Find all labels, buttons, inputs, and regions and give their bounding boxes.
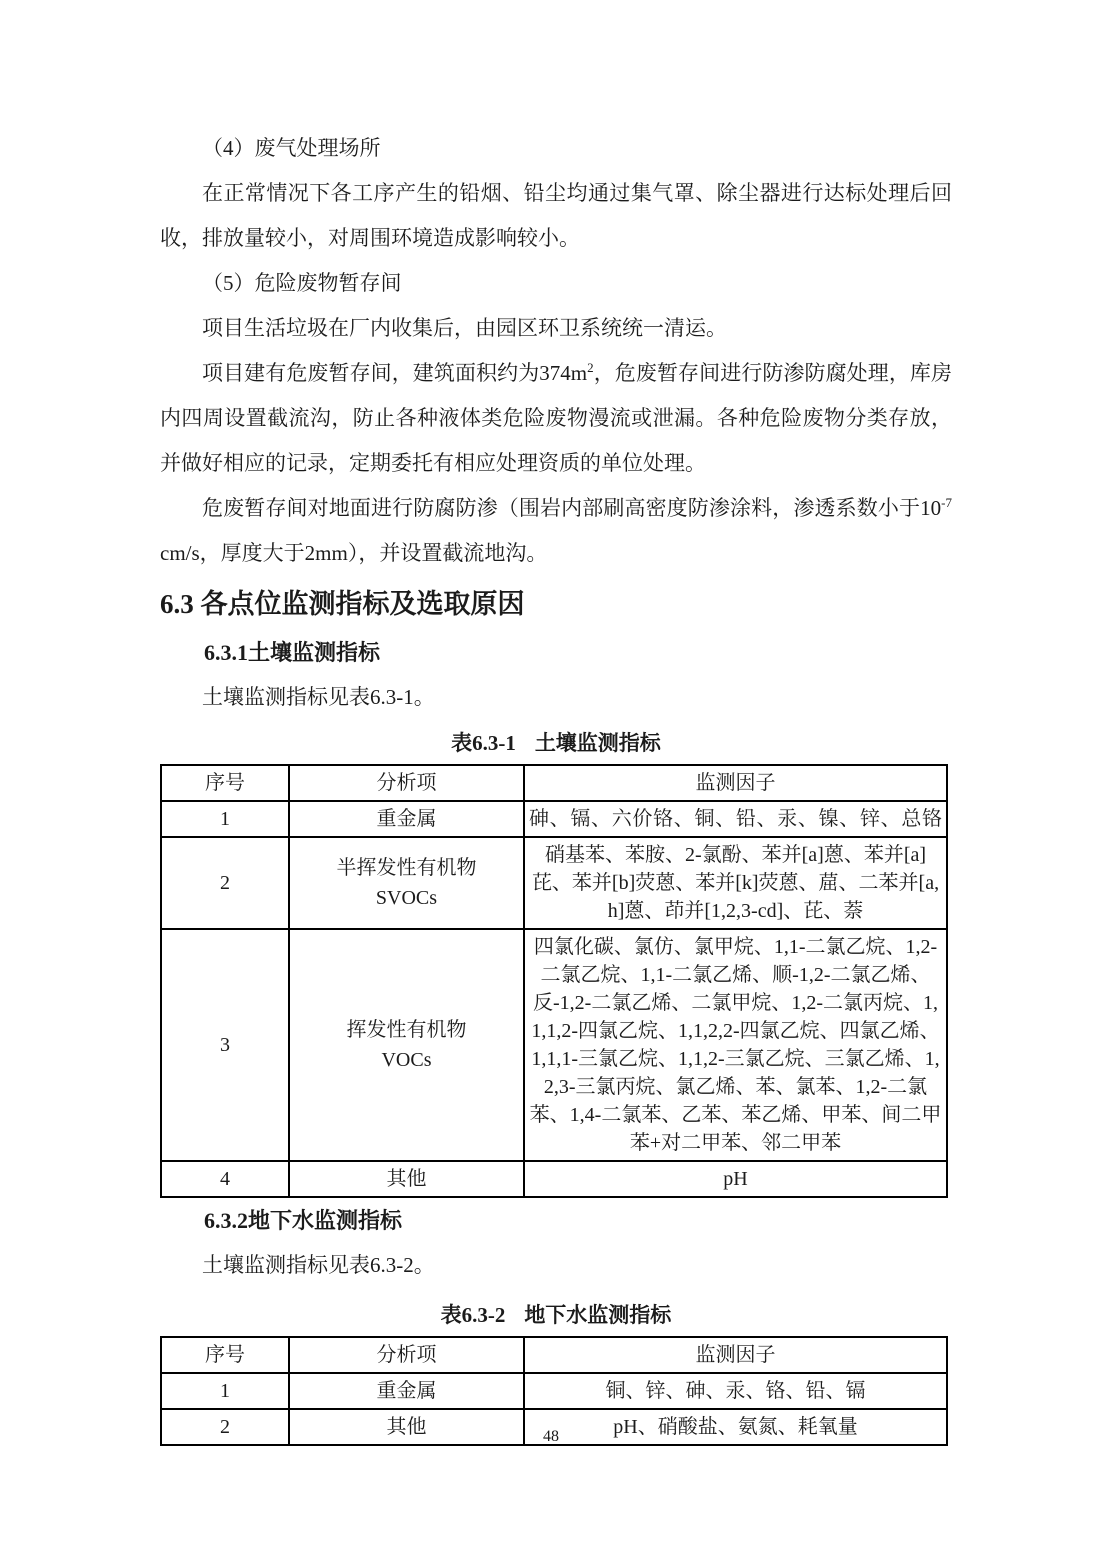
item-abbr-line: SVOCs [375,887,438,909]
paragraph-seepage [160,486,952,576]
table-cell-no: 2 [161,1409,289,1445]
table-cell-item [289,837,524,929]
table-header-cell-no: 序号 [161,765,289,801]
table-cell-item [289,929,524,1161]
table-cell-factors: pH [524,1161,947,1197]
paragraph-groundwater-intro: 土壤监测指标见表6.3-2。 [202,1253,435,1277]
table-row [161,837,947,929]
table-caption-soil [160,726,952,760]
table-header-row [161,765,947,801]
table-row [161,1373,947,1409]
table-cell-item: 其他 [289,1161,524,1197]
table-cell-no: 2 [161,837,289,929]
table-cell-no: 1 [161,1373,289,1409]
table-cell-factors: 砷、镉、六价铬、铜、铅、汞、镍、锌、总铬 [524,801,947,837]
table-header-cell-no: 序号 [161,1337,289,1373]
paragraph-waste-gas-title: （4）废气处理场所 [202,136,381,160]
table-cell-no: 4 [161,1161,289,1197]
table-caption-soil-title: 土壤监测指标 [534,731,661,755]
table-header-cell-item: 分析项 [289,1337,524,1373]
table-row [161,929,947,1161]
hazwaste-room-text-2: ，危废暂存间进行防渗防腐处理，库房内四周设置截流沟，防止各种液体类危险废物漫流或泄漏。各种危险废物分类存放，并做好相应的记录，定期委托有相应处理资质的单位处理。 [160,361,952,475]
seepage-text-1: 危废暂存间对地面进行防腐防渗（围岩内部刷高密度防渗涂料，渗透系数小于10 [202,496,942,520]
table-caption-soil-label: 表6.3-1 [451,731,516,755]
table-row [161,801,947,837]
section-heading-6-3-1: 6.3.1土壤监测指标 [204,640,381,665]
section-heading-6-3-2: 6.3.2地下水监测指标 [204,1208,403,1233]
item-abbr-line: VOCs [381,1049,432,1071]
seepage-text-2: cm/s，厚度大于2mm），并设置截流地沟。 [160,541,548,565]
paragraph-domestic-waste: 项目生活垃圾在厂内收集后，由园区环卫系统统一清运。 [202,316,727,340]
paragraph-soil-intro: 土壤监测指标见表6.3-1。 [202,685,435,709]
soil-indicators-table [160,764,948,1198]
table-caption-groundwater-label: 表6.3-2 [440,1303,506,1327]
paragraph-hazardous-waste-title: （5）危险废物暂存间 [202,271,402,295]
table-cell-no: 3 [161,929,289,1161]
page-content [160,126,952,1446]
table-row [161,1161,947,1197]
table-cell-factors: 铜、锌、砷、汞、铬、铅、镉 [524,1373,947,1409]
superscript-permeability: -7 [941,495,952,510]
table-header-cell-item: 分析项 [289,765,524,801]
paragraph-waste-gas-body: 在正常情况下各工序产生的铅烟、铅尘均通过集气罩、除尘器进行达标处理后回收，排放量较小，对周围环境造成影响较小。 [160,181,952,250]
table-cell-item: 其他 [289,1409,524,1445]
table-cell-item: 重金属 [289,801,524,837]
table-cell-no: 1 [161,801,289,837]
table-caption-groundwater [160,1298,952,1332]
section-heading-6-3: 6.3 各点位监测指标及选取原因 [160,589,525,619]
item-name-line: 半挥发性有机物 [336,857,477,879]
page-number: 48 [543,1428,559,1445]
table-header-cell-factors: 监测因子 [524,1337,947,1373]
table-header-cell-factors: 监测因子 [524,765,947,801]
table-cell-factors: 硝基苯、苯胺、2-氯酚、苯并[a]蒽、苯并[a]芘、苯并[b]荧蒽、苯并[k]荧蒽、䓛、二苯并[a,h]蒽、茚并[1,2,3-cd]、芘、萘 [524,837,947,929]
item-name-line: 挥发性有机物 [346,1019,467,1041]
table-cell-factors: 四氯化碳、氯仿、氯甲烷、1,1-二氯乙烷、1,2-二氯乙烷、1,1-二氯乙烯、顺-1,2-二氯乙烯、反-1,2-二氯乙烯、二氯甲烷、1,2-二氯丙烷、1,1,1,2-四氯乙烷、1,1,2,2-四氯乙烷、四氯乙烯、1,1,1-三氯乙烷、1,1,2-三氯乙烷、三氯乙烯、1,2,3-三氯丙烷、氯乙烯、苯、氯苯、1,2-二氯苯、1,4-二氯苯、乙苯、苯乙烯、甲苯、间二甲苯+对二甲苯、邻二甲苯 [524,929,947,1161]
hazwaste-room-text-1: 项目建有危废暂存间，建筑面积约为374m [202,361,588,385]
table-caption-groundwater-title: 地下水监测指标 [524,1303,672,1327]
paragraph-hazwaste-room [160,351,952,486]
table-cell-factors: pH、硝酸盐、氨氮、耗氧量 [524,1409,947,1445]
table-cell-item: 重金属 [289,1373,524,1409]
superscript-square-meters: 2 [587,360,594,375]
table-header-row [161,1337,947,1373]
